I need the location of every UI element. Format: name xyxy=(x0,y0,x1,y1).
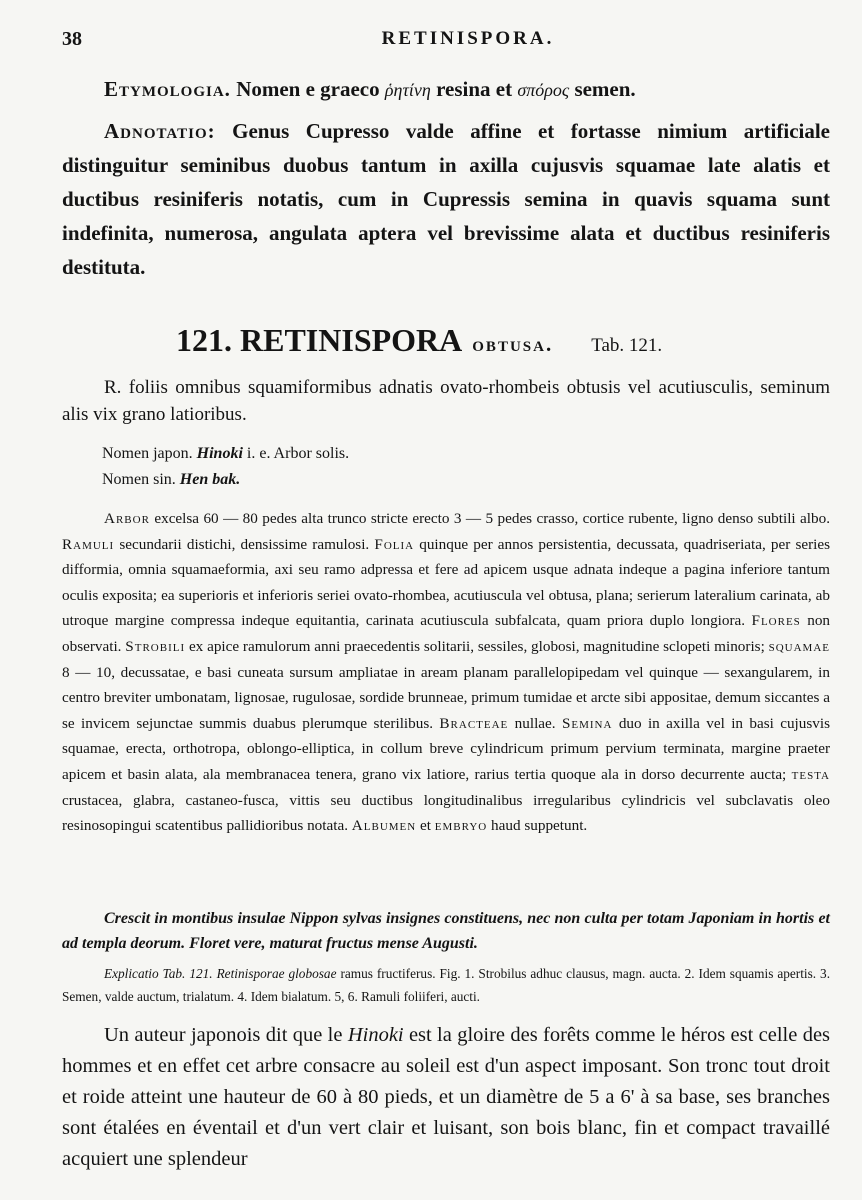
french-paragraph xyxy=(62,1020,830,1175)
species-genus: RETINISPORA xyxy=(240,322,463,358)
arbor-label: Arbor xyxy=(104,510,150,527)
semina-text: duo in axilla vel in basi cujusvis squamae, erecta, orthotropa, oblongo-elliptica, in collum breve cylindricum primum pervium terminata, margine praeter apicem et basin alata, ala membranacea tenera, grano vix latiore, rarius tertia quoque ala in dorso decurrente aucta; xyxy=(62,714,830,783)
plate-reference: Tab. 121. xyxy=(591,335,663,356)
strobili-text: ex apice ramulorum anni praecedentis solitarii, sessiles, globosi, magnitudine sclopeti minoris; xyxy=(188,637,765,655)
annotation-label: Adnotatio: xyxy=(104,119,216,143)
running-title: RETINISPORA. xyxy=(381,28,555,49)
habitat-text: Crescit in montibus insulae Nippon sylvas insignes constituens, nec non culta per totam Japoniam in hortis et ad templa deorum. Floret vere, maturat fructus mense Augusti. xyxy=(62,910,830,952)
explanation-text: ramus fructiferus. Fig. 1. Strobilus adhuc clausus, magn. aucta. 2. Idem squamis apertis. 3. Semen, valde auctum, trialatum. 4. Idem bialatum. 5, 6. Ramuli foliiferi, aucti. xyxy=(62,966,831,1004)
habitat-paragraph xyxy=(62,906,830,956)
etymology-text-1: Nomen e graeco xyxy=(236,77,380,101)
chinese-name-value: Hen bak. xyxy=(179,471,241,488)
japanese-name-value: Hinoki xyxy=(196,445,243,462)
french-text-2: est la gloire des forêts comme le héros est celle des hommes et en effet cet arbre consacre au soleil est d'un aspect imposant. Son tronc tout droit et roide atteint une hauteur de 60 à 80 pieds, et un diamètre de 5 a 6' à sa base, ses branches sont étalées en éventail et d'un vert clair et luisant, son bois blanc, fin et compact travaillé acquiert une splendeur xyxy=(62,1024,831,1170)
etymology-paragraph xyxy=(62,72,830,107)
plate-explanation-line xyxy=(62,962,830,1008)
annotation-text: Genus Cupresso valde affine et fortasse nimium artificiale distinguitur seminibus duobus tantum in axilla cujusvis squamae late alatis et ductibus resiniferis notatis, cum in Cupressis semina in quavis squama sunt indefinita, numerosa, angulata aptera vel brevissime alata et ductibus resiniferis destituta. xyxy=(62,119,831,279)
page-header xyxy=(62,28,834,52)
strobili-label: Strobili xyxy=(125,637,186,655)
japanese-name-meaning: i. e. Arbor solis. xyxy=(246,445,350,462)
ramuli-text: secundarii distichi, densissime ramulosi. xyxy=(119,535,370,553)
testa-text: crustacea, glabra, castaneo-fusca, vittis seu ductibus longitudinalibus irregularibus cylindricis vel subclavatis oleo resinosopingui scatentibus pallidioribus notata. xyxy=(62,791,830,835)
french-text-1: Un auteur japonois dit que le xyxy=(104,1024,343,1046)
etymology-text-2: resina et xyxy=(436,77,513,101)
testa-label: testa xyxy=(791,765,830,783)
common-names xyxy=(62,441,862,493)
diagnosis-text: R. foliis omnibus squamiformibus adnatis ovato-rhombeis obtusis vel acutiusculis, seminum alis vix grano latioribus. xyxy=(62,377,830,425)
folia-label: Folia xyxy=(374,535,415,553)
embryo-text: haud suppetunt. xyxy=(491,817,588,835)
chinese-name-line xyxy=(102,467,862,493)
arbor-text: excelsa 60 — 80 pedes alta trunco stricte erecto 3 — 5 pedes crasso, cortice rubente, ligno denso subtili albo. xyxy=(154,510,830,527)
etymology-label: Etymologia. xyxy=(104,77,231,101)
albumen-conjunction: et xyxy=(420,817,431,835)
plate-explanation xyxy=(62,962,830,1008)
folia-text: quinque per annos persistentia, decussata, quadriseriata, per series difformia, omnia squamaeformia, axi seu ramo adpressa et fere ad apicem usque adnata indeque a pagina inferiore tantum oculis exposita; ea superioris et inferioris seriei ovato-rhombea, acutiuscula vel obtusa, plana; serierum lateralium carinata, ab utroque margine compressa indeque equitantia, carinata acutiuscula subfalcata, quam priora duplo longiora. xyxy=(62,535,831,630)
explanation-label: Explicatio Tab. 121. xyxy=(104,966,213,981)
page-number: 38 xyxy=(62,28,82,50)
ramuli-label: Ramuli xyxy=(62,535,115,553)
species-description xyxy=(62,506,830,839)
squamae-text: 8 — 10, decussatae, e basi cuneata sursum ampliatae in aream planam parallelopipedam vel quinque — sexangularem, in centro breviter umbonatam, lignosae, rugulosae, sordide brunneae, primum tumidae et arcte sibi appositae, demum siccantes a se invicem sejunctae summis duabus plerumque sterilibus. xyxy=(62,663,830,732)
species-number: 121. xyxy=(176,322,232,358)
bracteae-text: nullae. xyxy=(514,714,556,732)
etymology-text-3: semen. xyxy=(574,77,636,101)
embryo-label: embryo xyxy=(434,817,488,835)
greek-word-semen: σπόρος xyxy=(517,80,570,100)
species-heading xyxy=(176,322,802,372)
species-diagnosis xyxy=(62,374,830,428)
explanation-species: Retinisporae globosae xyxy=(216,966,337,981)
french-hinoki: Hinoki xyxy=(347,1024,404,1046)
squamae-label: squamae xyxy=(768,637,831,655)
flores-label: Flores xyxy=(751,612,801,630)
bracteae-label: Bracteae xyxy=(439,714,509,732)
semina-label: Semina xyxy=(561,714,613,732)
chinese-name-label: Nomen sin. xyxy=(102,471,176,488)
japanese-name-line xyxy=(102,441,862,467)
annotation-paragraph xyxy=(62,114,830,284)
species-epithet: obtusa. xyxy=(472,332,554,356)
greek-word-resina: ῥητίνη xyxy=(384,80,431,100)
albumen-label: Albumen xyxy=(351,817,417,835)
flores-text: non observati. xyxy=(62,612,831,655)
japanese-name-label: Nomen japon. xyxy=(102,445,193,462)
